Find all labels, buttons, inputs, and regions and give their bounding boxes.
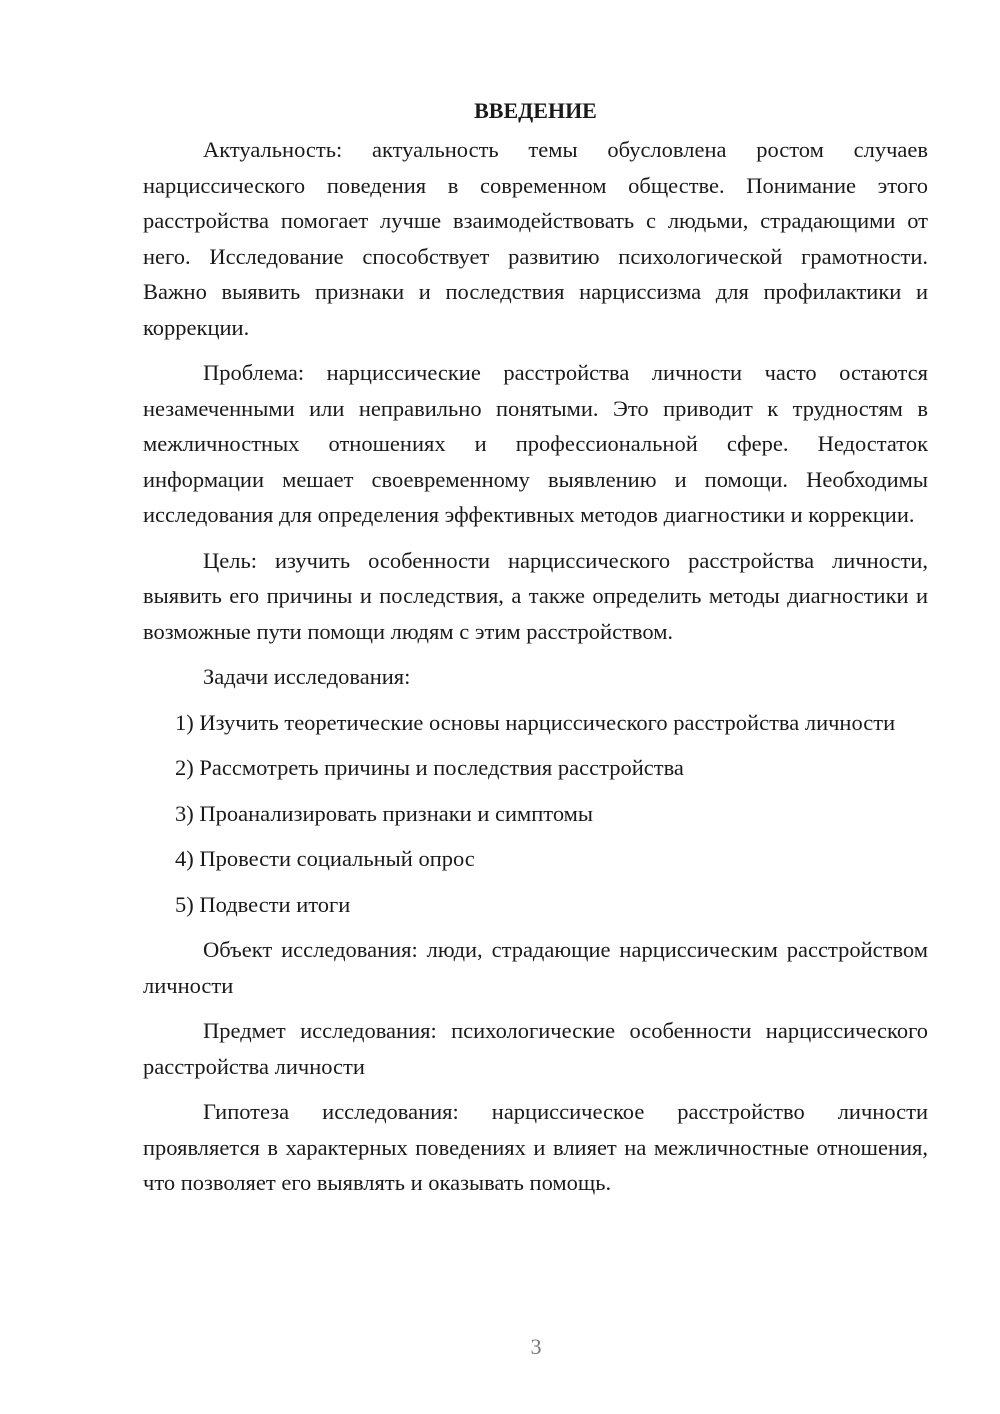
list-item: 2) Рассмотреть причины и последствия расстройства: [175, 755, 684, 780]
page-title: ВВЕДЕНИЕ: [474, 98, 597, 123]
tasks-list: [143, 705, 928, 923]
list-item: 5) Подвести итоги: [175, 891, 351, 917]
relevance-paragraph: Актуальность: актуальность темы обусловлена ростом случаев нарциссического поведения в современном обществе. Понимание этого расстройства помогает лучше взаимодействовать с людьми, страдающими от него. Исследование способствует развитию психологической грамотности. Важно выявить признаки и последствия нарциссизма для профилактики и коррекции.: [143, 137, 928, 340]
list-item: 1) Изучить теоретические основы нарциссического расстройства личности: [175, 709, 896, 735]
problem-paragraph: Проблема: нарциссические расстройства личности часто остаются незамеченными или неправильно понятыми. Это приводит к трудностям в межличностных отношениях и профессиональной сфере. Недостаток информации мешает своевременному выявлению и помощи. Необходимы исследования для определения эффективных методов диагностики и коррекции.: [143, 360, 928, 527]
hypothesis-paragraph: Гипотеза исследования: нарциссическое расстройство личности проявляется в характерных поведениях и влияет на межличностные отношения, что позволяет его выявлять и оказывать помощь.: [143, 1099, 928, 1195]
subject-paragraph: Предмет исследования: психологические особенности нарциссического расстройства личности: [143, 1018, 928, 1079]
list-item: 3) Проанализировать признаки и симптомы: [175, 800, 594, 826]
page-number: 3: [530, 1334, 542, 1359]
list-item: 4) Провести социальный опрос: [175, 846, 475, 871]
tasks-heading: Задачи исследования:: [203, 664, 411, 689]
document-body: [143, 132, 928, 1201]
object-paragraph: Объект исследования: люди, страдающие нарциссическим расстройством личности: [143, 937, 928, 998]
goal-paragraph: Цель: изучить особенности нарциссического расстройства личности, выявить его причины и последствия, а также определить методы диагностики и возможные пути помощи людям с этим расстройством.: [143, 547, 928, 644]
